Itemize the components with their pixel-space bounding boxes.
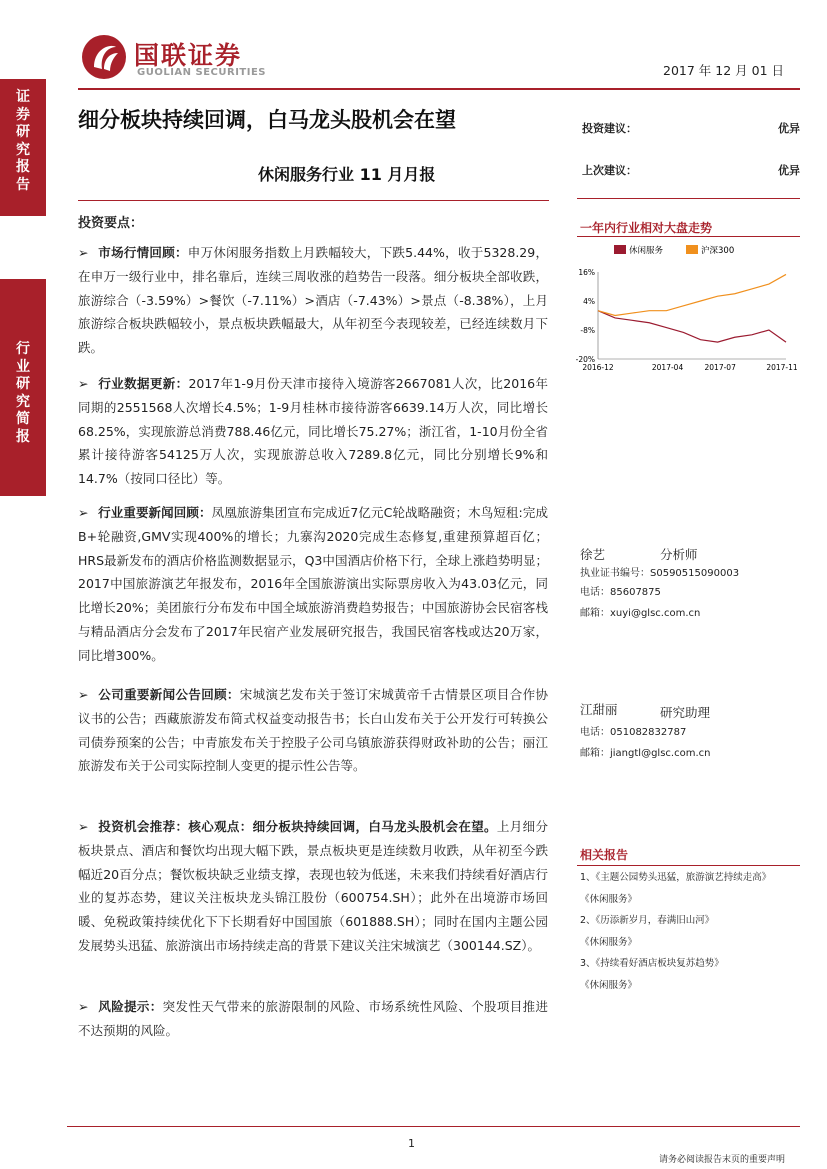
- chart-axes: [576, 268, 798, 372]
- title-divider: [78, 200, 549, 201]
- bullet-investment-recommendation: [78, 815, 548, 958]
- report-date: 2017 年 12 月 01 日: [663, 63, 784, 78]
- related-report-category: 《休闲服务》: [580, 893, 638, 905]
- series-line-index: [598, 274, 786, 315]
- footer-divider: [67, 1126, 800, 1127]
- bullet-text: 申万休闲服务指数上月跌幅较大，下跌5.44%，收于5328.29，在申万一级行业中，排名靠后，连续三周收涨的趋势告一段落。细分板块全部收跌，旅游综合（-3.59%）>餐饮（-7.11%）>酒店（-7.43%）>景点（-8.38%），上月旅游综合板块跌幅较小，景点板块跌幅最大，从年初至今表现较差，已经连续数月下跌。: [78, 245, 548, 356]
- side-tab-report-type: [0, 79, 46, 216]
- analyst-cert: 执业证书编号：S0590515090003: [580, 568, 740, 579]
- page-subtitle: 休闲服务行业 11 月月报: [258, 165, 436, 184]
- bullet-text: 宋城演艺发布关于签订宋城黄帝千古情景区项目合作协议书的公告；西藏旅游发布简式权益变动报告书；长白山发布关于公开发行可转换公司债券预案的公告；中青旅发布关于控股子公司乌镇旅游获得财政补助的公告；丽江旅游发布关于公司实际控制人变更的提示性公告等。: [78, 687, 548, 774]
- chart-series: [598, 274, 786, 342]
- rating-current-value: 优异: [778, 122, 800, 135]
- arrow-bullet-icon: ➢: [78, 819, 89, 834]
- related-reports-divider: [577, 865, 800, 866]
- bullet-lead: 投资机会推荐：核心观点：细分板块持续回调，白马龙头股机会在望。: [98, 819, 497, 834]
- rating-previous-value: 优异: [778, 164, 800, 177]
- bullet-industry-data: [78, 372, 548, 491]
- arrow-bullet-icon: ➢: [78, 245, 89, 260]
- related-reports-list: [580, 870, 802, 993]
- analyst-role: 分析师: [660, 547, 698, 562]
- x-tick-label: 2017-11: [766, 363, 798, 372]
- related-report-item[interactable]: 2、《历添新岁月，春满旧山河》: [580, 915, 715, 926]
- logo-chinese-name: 国联证券: [134, 41, 243, 70]
- series-line-industry: [598, 311, 786, 342]
- analyst-name: 江甜丽: [580, 702, 618, 717]
- arrow-bullet-icon: ➢: [78, 505, 89, 520]
- bullet-lead: 公司重要新闻公告回顾：: [98, 687, 240, 702]
- analyst-phone: 电话：85607875: [580, 587, 661, 598]
- y-tick-label: 4%: [583, 297, 595, 306]
- x-tick-label: 2017-07: [704, 363, 736, 372]
- analyst-email[interactable]: 邮箱：jiangtl@glsc.com.cn: [580, 748, 711, 759]
- related-report-item[interactable]: 3、《持续看好酒店板块复苏趋势》: [580, 958, 724, 969]
- y-tick-label: -20%: [575, 355, 595, 364]
- bullet-lead: 行业数据更新：: [98, 376, 189, 391]
- side-tab-report-category-label: 行业研究简报: [16, 341, 30, 445]
- rating-current-label: 投资建议：: [582, 122, 637, 135]
- page-title: 细分板块持续回调，白马龙头股机会在望: [78, 108, 456, 132]
- legend-swatch-industry: [614, 245, 626, 254]
- y-tick-label: -8%: [580, 326, 595, 335]
- rating-previous: [582, 162, 800, 178]
- chart-title: 一年内行业相对大盘走势: [580, 221, 713, 235]
- disclaimer-note: 请务必阅读报告末页的重要声明: [659, 1155, 786, 1165]
- bullet-lead: 市场行情回顾：: [98, 245, 188, 260]
- y-tick-label: 16%: [578, 268, 595, 277]
- rating-previous-label: 上次建议：: [582, 164, 637, 177]
- relative-performance-chart: [566, 237, 800, 379]
- bullet-lead: 行业重要新闻回顾：: [98, 505, 212, 520]
- analyst-phone: 电话：051082832787: [580, 727, 687, 738]
- bullet-market-review: [78, 241, 548, 360]
- side-tab-report-type-label: 证券研究报告: [16, 89, 30, 193]
- bullet-risk: [78, 995, 548, 1043]
- logo-english-name: GUOLIAN SECURITIES: [137, 67, 266, 78]
- legend-label-index: 沪深300: [701, 246, 735, 256]
- guolian-logo-icon: [80, 33, 128, 81]
- bullet-text: 凤凰旅游集团宣布完成近7亿元C轮战略融资；木鸟短租:完成B+轮融资,GMV实现400%的增长；九寨沟2020完成生态修复,重建预算超百亿；HRS最新发布的酒店价格监测数据显示，Q3中国酒店价格下行，全球上涨趋势明显；2017中国旅游演艺年报发布，2016年全国旅游演出实际票房收入为43.03亿元，同比增长20%；美团旅行分布发布中国全域旅游消费趋势报告；中国旅游协会民宿客栈与精品酒店分会发布了2017年民宿产业发展研究报告，我国民宿客栈或达20万家，同比增300%。: [78, 505, 548, 663]
- header-divider: [78, 88, 800, 90]
- related-report-item[interactable]: 1、《主题公园势头迅猛，旅游演艺持续走高》: [580, 872, 772, 883]
- side-tab-report-category: [0, 279, 46, 496]
- related-reports-title: 相关报告: [580, 848, 629, 862]
- bullet-lead: 风险提示：: [98, 999, 163, 1014]
- analyst-name: 徐艺: [580, 547, 606, 562]
- legend-swatch-index: [686, 245, 698, 254]
- analyst-card: [580, 700, 800, 762]
- page-number: 1: [408, 1137, 415, 1150]
- x-tick-label: 2016-12: [582, 363, 614, 372]
- chart-legend: [614, 245, 734, 256]
- bullet-text: 突发性天气带来的旅游限制的风险、市场系统性风险、个股项目推进不达预期的风险。: [78, 999, 548, 1038]
- related-report-category: 《休闲服务》: [580, 979, 638, 991]
- arrow-bullet-icon: ➢: [78, 376, 89, 391]
- bullet-text: 2017年1-9月份天津市接待入境游客2667081人次，比2016年同期的2551568人次增长4.5%；1-9月桂林市接待游客6639.14万人次，同比增长68.25%，实现旅游总消费788.46亿元，同比增长75.27%；浙江省，1-10月份全省累计接待游客54125万人次，实现旅游总收入7289.8亿元，同比分别增长9%和14.7%（按同口径比）等。: [78, 376, 548, 487]
- arrow-bullet-icon: ➢: [78, 687, 89, 702]
- rating-current: [582, 120, 800, 136]
- related-report-category: 《休闲服务》: [580, 936, 638, 948]
- rating-divider: [577, 198, 800, 199]
- bullet-text: 上月细分板块景点、酒店和餐饮均出现大幅下跌，景点板块更是连续数月收跌，从年初至今跌幅近20百分点；餐饮板块缺乏业绩支撑，表现也较为低迷，未来我们持续看好酒店行业的复苏态势，建议关注板块龙头锦江股份（600754.SH）；此外在出境游市场回暖、免税政策持续优化下下长期看好中国国旅（601888.SH）；同时在国内主题公园发展势头迅猛、旅游演出市场持续走高的背景下建议关注宋城演艺（300144.SZ）。: [78, 819, 548, 953]
- x-tick-label: 2017-04: [651, 363, 684, 372]
- bullet-company-news: [78, 683, 548, 778]
- section-heading: 投资要点：: [78, 216, 144, 231]
- arrow-bullet-icon: ➢: [78, 999, 89, 1014]
- legend-label-industry: 休闲服务: [629, 246, 664, 256]
- bullet-industry-news: [78, 501, 548, 668]
- analyst-card: [580, 545, 800, 622]
- analyst-role: 研究助理: [660, 705, 711, 720]
- analyst-email[interactable]: 邮箱：xuyi@glsc.com.cn: [580, 608, 701, 619]
